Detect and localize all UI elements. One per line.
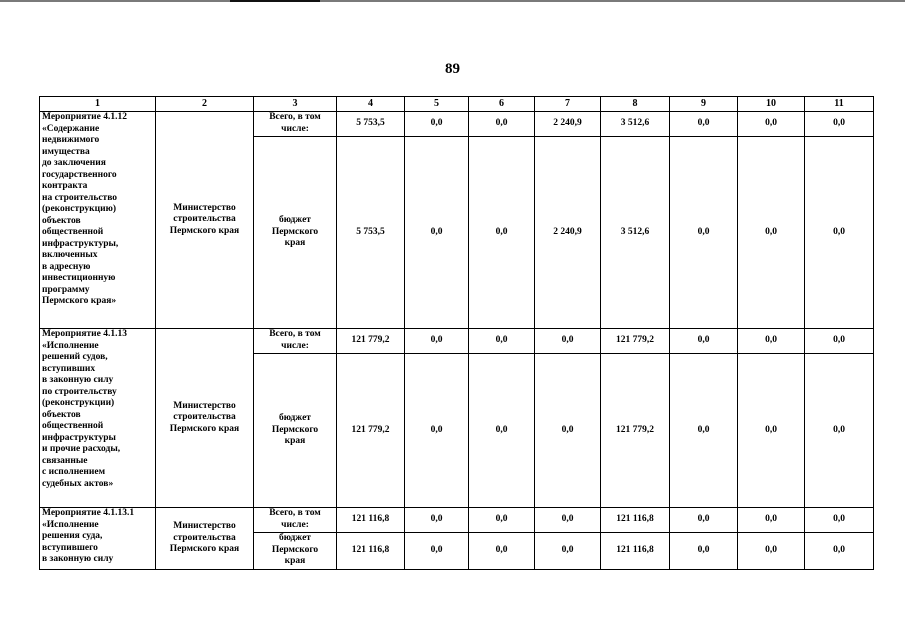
column-header: 1 — [40, 97, 156, 112]
value-cell: 0,0 — [405, 112, 469, 137]
executor-cell: Министерство строительства Пермского края — [156, 329, 254, 508]
value-cell: 0,0 — [738, 533, 805, 570]
value-cell: 0,0 — [405, 508, 469, 533]
value-cell: 0,0 — [535, 508, 601, 533]
value-cell: 121 779,2 — [601, 329, 670, 354]
top-border-line — [0, 0, 905, 2]
value-cell: 0,0 — [738, 508, 805, 533]
value-cell: 0,0 — [535, 533, 601, 570]
value-cell: 0,0 — [738, 354, 805, 508]
value-cell: 0,0 — [469, 533, 535, 570]
value-cell: 0,0 — [670, 329, 738, 354]
value-cell: 0,0 — [405, 354, 469, 508]
column-header: 3 — [254, 97, 337, 112]
value-cell: 0,0 — [405, 137, 469, 329]
value-cell: 0,0 — [405, 329, 469, 354]
value-cell: 0,0 — [805, 508, 874, 533]
value-cell: 0,0 — [670, 533, 738, 570]
value-cell: 121 116,8 — [601, 508, 670, 533]
column-header: 7 — [535, 97, 601, 112]
funding-source-cell: Всего, в том числе: — [254, 329, 337, 354]
table-row-total — [40, 508, 874, 533]
value-cell: 3 512,6 — [601, 137, 670, 329]
value-cell: 0,0 — [738, 329, 805, 354]
value-cell: 2 240,9 — [535, 112, 601, 137]
column-header: 10 — [738, 97, 805, 112]
page-number: 89 — [445, 61, 460, 77]
value-cell: 121 116,8 — [337, 533, 405, 570]
funding-source-cell: Всего, в том числе: — [254, 112, 337, 137]
budget-table — [39, 96, 874, 570]
column-header: 6 — [469, 97, 535, 112]
value-cell: 0,0 — [535, 329, 601, 354]
value-cell: 121 116,8 — [337, 508, 405, 533]
value-cell: 0,0 — [805, 533, 874, 570]
value-cell: 0,0 — [469, 508, 535, 533]
column-header: 9 — [670, 97, 738, 112]
funding-source-cell: бюджет Пермского края — [254, 354, 337, 508]
column-header: 5 — [405, 97, 469, 112]
value-cell: 0,0 — [469, 137, 535, 329]
column-header: 11 — [805, 97, 874, 112]
measure-name-cell: Мероприятие 4.1.13.1 «Исполнение решения суда, вступившего в законную силу — [40, 508, 156, 570]
value-cell: 0,0 — [469, 354, 535, 508]
executor-cell: Министерство строительства Пермского края — [156, 112, 254, 329]
value-cell: 3 512,6 — [601, 112, 670, 137]
column-header: 2 — [156, 97, 254, 112]
value-cell: 0,0 — [670, 354, 738, 508]
value-cell: 0,0 — [670, 137, 738, 329]
table-header-row — [40, 97, 874, 112]
value-cell: 5 753,5 — [337, 137, 405, 329]
value-cell: 0,0 — [535, 354, 601, 508]
funding-source-cell: бюджет Пермского края — [254, 533, 337, 570]
value-cell: 0,0 — [738, 112, 805, 137]
measure-name-cell: Мероприятие 4.1.13 «Исполнение решений судов, вступивших в законную силу по строительству (реконструкции) объектов общественной инфраструктуры и прочие расходы, связанные с исполнением судебных актов» — [40, 329, 156, 508]
top-border-accent — [230, 0, 320, 2]
table-row-total — [40, 329, 874, 354]
table-row-total — [40, 112, 874, 137]
value-cell: 0,0 — [670, 112, 738, 137]
value-cell: 121 779,2 — [337, 354, 405, 508]
measure-name-cell: Мероприятие 4.1.12 «Содержание недвижимого имущества до заключения государственного контракта на строительство (реконструкцию) объектов общественной инфраструктуры, включенных в адресную инвестиционную программу Пермского края» — [40, 112, 156, 329]
value-cell: 2 240,9 — [535, 137, 601, 329]
value-cell: 121 779,2 — [337, 329, 405, 354]
executor-cell: Министерство строительства Пермского края — [156, 508, 254, 570]
value-cell: 0,0 — [670, 508, 738, 533]
value-cell: 0,0 — [738, 137, 805, 329]
value-cell: 0,0 — [469, 112, 535, 137]
column-header: 4 — [337, 97, 405, 112]
value-cell: 0,0 — [469, 329, 535, 354]
funding-source-cell: бюджет Пермского края — [254, 137, 337, 329]
value-cell: 0,0 — [805, 354, 874, 508]
funding-source-cell: Всего, в том числе: — [254, 508, 337, 533]
value-cell: 5 753,5 — [337, 112, 405, 137]
value-cell: 0,0 — [805, 112, 874, 137]
value-cell: 121 116,8 — [601, 533, 670, 570]
value-cell: 0,0 — [805, 329, 874, 354]
value-cell: 121 779,2 — [601, 354, 670, 508]
value-cell: 0,0 — [805, 137, 874, 329]
column-header: 8 — [601, 97, 670, 112]
value-cell: 0,0 — [405, 533, 469, 570]
